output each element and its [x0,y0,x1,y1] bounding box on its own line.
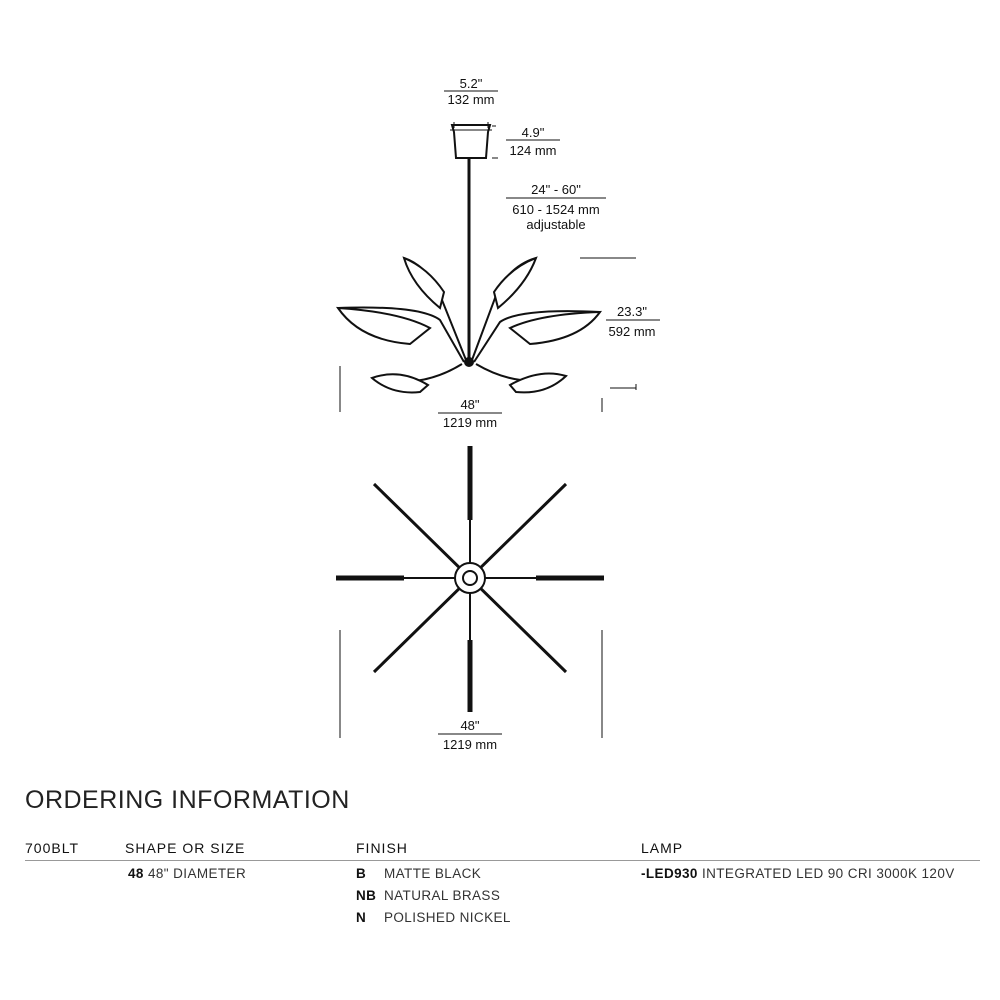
canopy-height-mm: 124 mm [509,143,557,158]
canopy-width-in: 5.2" [459,76,483,91]
finish-desc: NATURAL BRASS [384,888,501,903]
ordering-title: ORDERING INFORMATION [25,786,350,814]
top-diameter-in: 48" [460,718,480,733]
canopy-height-in: 4.9" [521,125,545,140]
lamp-header: LAMP [641,840,684,856]
fixture-height-mm: 592 mm [608,324,656,339]
side-diameter-in: 48" [460,397,480,412]
finish-code: NB [356,888,377,903]
arm-upper-right [472,258,536,360]
model-number: 700BLT [25,840,79,856]
side-diameter-mm: 1219 mm [442,415,498,430]
finish-desc: MATTE BLACK [384,866,482,881]
arm-middle-right [474,311,600,362]
arm-lower-left [372,364,462,392]
finish-header: FINISH [356,840,408,856]
finish-desc: POLISHED NICKEL [384,910,511,925]
arm-upper-left [404,258,466,360]
canopy-width-mm: 132 mm [447,92,495,107]
arm-lower-right [476,364,566,392]
lamp-option [641,866,955,881]
stem-length-in: 24" - 60" [531,182,581,197]
lamp-code: -LED930 [641,866,698,881]
side-elevation-view [338,76,660,430]
finish-option [356,910,511,925]
arm-middle-left [338,308,464,363]
top-diameter-mm: 1219 mm [442,737,498,752]
finish-code: N [356,910,367,925]
header-divider [25,860,980,861]
stem-length-mm: 610 - 1524 mm [512,202,600,217]
top-plan-view [336,446,604,752]
finish-code: B [356,866,367,881]
finish-option [356,866,481,881]
shape-header: SHAPE OR SIZE [125,840,246,856]
shape-option [128,866,246,881]
fixture-height-in: 23.3" [617,304,647,319]
lamp-desc: INTEGRATED LED 90 CRI 3000K 120V [701,866,955,881]
shape-desc: 48" DIAMETER [147,866,247,881]
finish-option [356,888,500,903]
stem-length-note: adjustable [526,217,586,232]
shape-code: 48 [128,866,144,881]
